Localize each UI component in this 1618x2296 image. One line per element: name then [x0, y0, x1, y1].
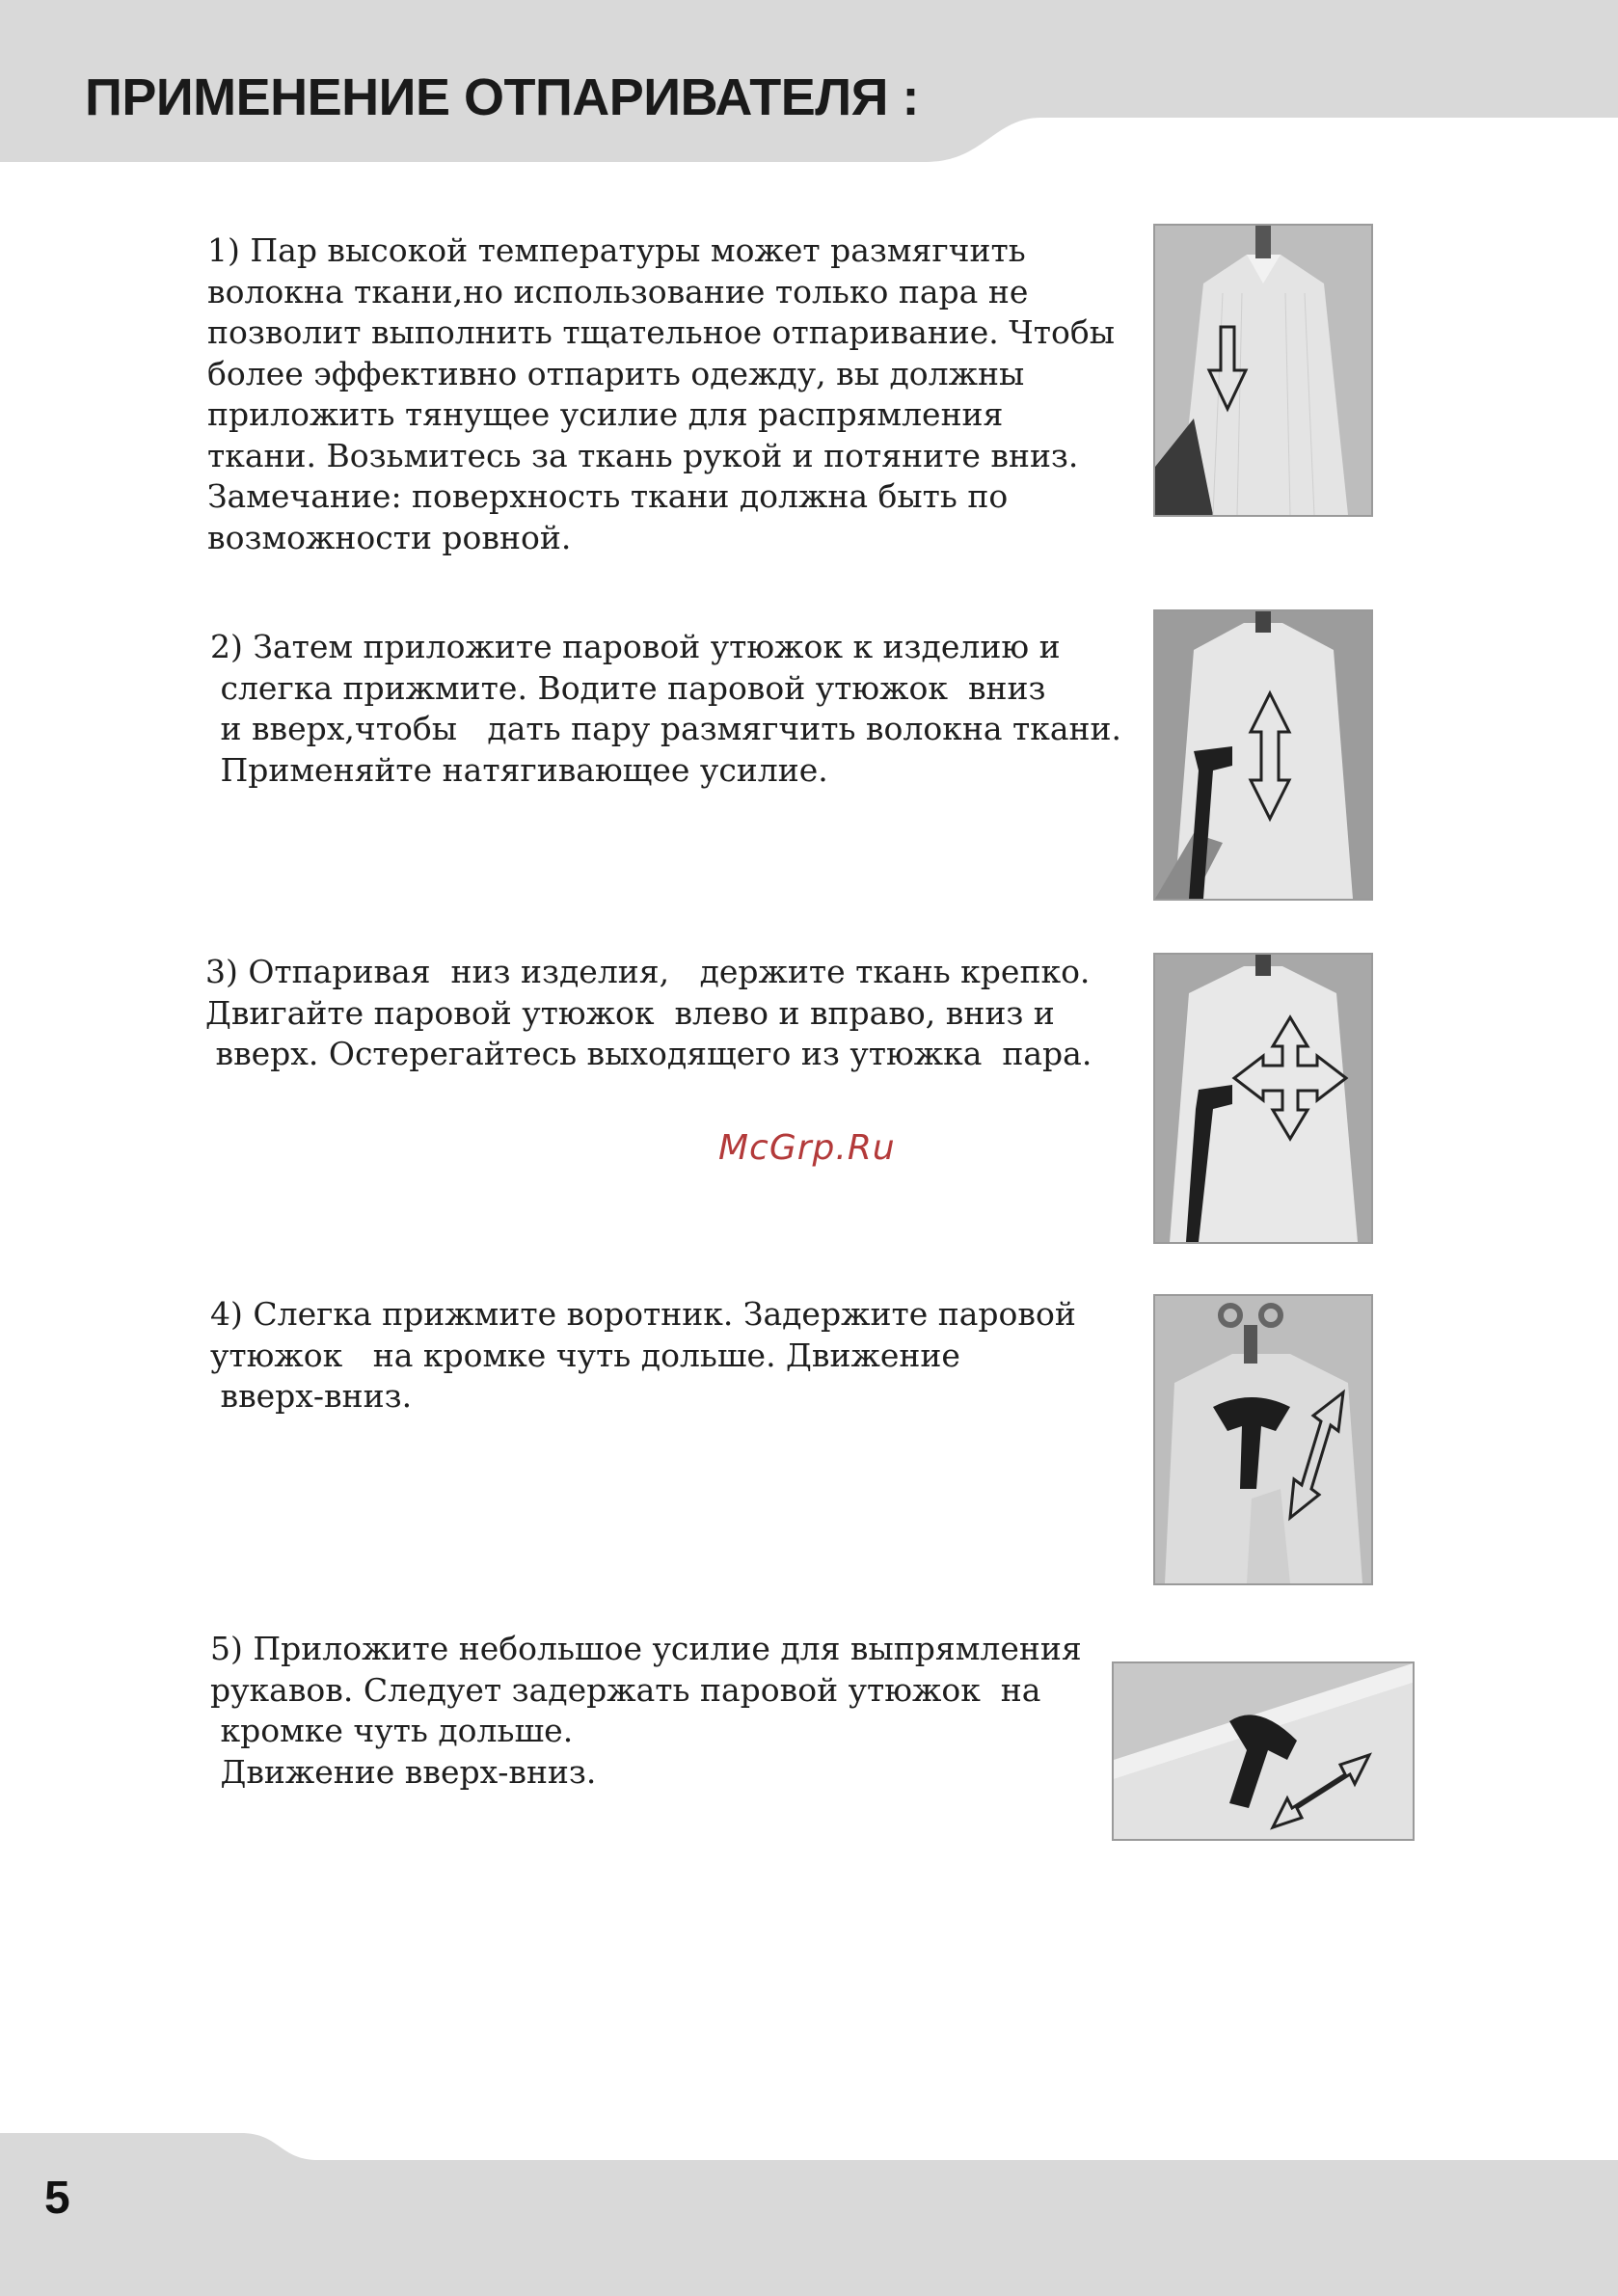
page-title: ПРИМЕНЕНИЕ ОТПАРИВАТЕЛЯ :	[85, 68, 919, 126]
step-2-text: 2) Затем приложите паровой утюжок к изделию и слегка прижмите. Водите паровой утюжок вниз и вверх,чтобы дать пару размягчить волокна ткани. Применяйте натягивающее усилие.	[210, 628, 1122, 789]
watermark: McGrp.Ru	[718, 1128, 896, 1168]
footer-band-shape	[0, 2133, 1618, 2296]
step-3-photo	[1153, 953, 1373, 1244]
header-band	[0, 0, 1618, 164]
step-2-photo	[1153, 609, 1373, 901]
step-3-text: 3) Отпаривая низ изделия, держите ткань крепко. Двигайте паровой утюжок влево и вправо, вниз и вверх. Остерегайтесь выходящего из утюжка пара.	[205, 953, 1092, 1072]
step-4-text: 4) Слегка прижмите воротник. Задержите паровой утюжок на кромке чуть дольше. Движение вверх-вниз.	[210, 1295, 1076, 1415]
page-number: 5	[44, 2173, 70, 2224]
step-1-text: 1) Пар высокой температуры может размягчить волокна ткани,но использование только пара не позволит выполнить тщательное отпаривание. Чтобы более эффективно отпарить одежду, вы должны приложить тянущее усилие для распрямления ткани. Возьмитесь за ткань рукой и потяните вниз. Замечание: поверхность ткани должна быть по возможности ровной.	[207, 231, 1116, 556]
step-4-photo	[1153, 1294, 1373, 1585]
step-1-photo	[1153, 224, 1373, 517]
footer-band	[0, 2133, 1618, 2296]
step-5-text: 5) Приложите небольшое усилие для выпрямления рукавов. Следует задержать паровой утюжок на кромке чуть дольше. Движение вверх-вниз.	[210, 1630, 1082, 1791]
step-5-photo	[1112, 1661, 1415, 1841]
